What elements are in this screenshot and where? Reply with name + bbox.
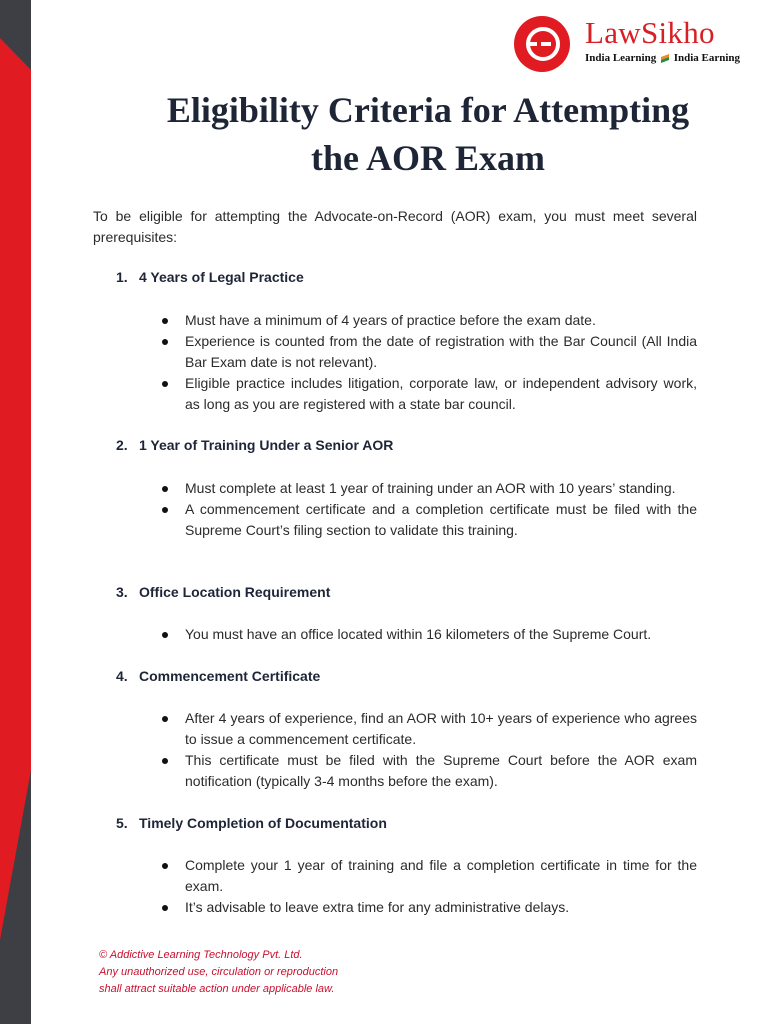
- copyright-footer: [99, 947, 419, 998]
- list-item: [185, 499, 697, 541]
- bullet-list: [185, 478, 697, 541]
- bullet-text: You must have an office located within 16 kilometers of the Supreme Court.: [185, 626, 652, 642]
- bullet-text: Must complete at least 1 year of training under an AOR with 10 years’ standing.: [185, 480, 676, 496]
- page-title: [100, 86, 756, 182]
- bullet-text: Experience is counted from the date of registration with the Bar Council (All India Bar Exam date is not relevant).: [185, 333, 697, 370]
- bullet-list: [185, 855, 697, 918]
- list-item: [185, 855, 697, 897]
- section-title: 1 Year of Training Under a Senior AOR: [139, 437, 394, 453]
- section-title: Office Location Requirement: [139, 584, 331, 600]
- section-heading: [116, 437, 393, 453]
- section-number: 3.: [116, 584, 128, 600]
- bullet-dot-icon: [162, 863, 168, 869]
- list-item: [185, 897, 697, 918]
- section-title: 4 Years of Legal Practice: [139, 269, 304, 285]
- left-decorative-band: [0, 0, 31, 1024]
- intro-paragraph: To be eligible for attempting the Advocate-on-Record (AOR) exam, you must meet several prerequisites:: [93, 208, 697, 245]
- bullet-list: [185, 310, 697, 415]
- section-number: 4.: [116, 668, 128, 684]
- footer-line-1: © Addictive Learning Technology Pvt. Ltd.: [99, 949, 303, 961]
- tagline-right: India Earning: [673, 52, 741, 64]
- list-item: [185, 310, 697, 331]
- bullet-dot-icon: [162, 905, 168, 911]
- section-number: 2.: [116, 437, 128, 453]
- list-item: [185, 708, 697, 750]
- list-item: [185, 750, 697, 792]
- bullet-text: After 4 years of experience, find an AOR with 10+ years of experience who agrees to issue a commencement certificate.: [185, 710, 697, 747]
- title-line-2: the AOR Exam: [311, 138, 545, 178]
- section-number: 5.: [116, 815, 128, 831]
- bullet-dot-icon: [162, 486, 168, 492]
- bullet-text: Eligible practice includes litigation, corporate law, or independent advisory work, as long as you are registered with a state bar council.: [185, 375, 697, 412]
- section-number: 1.: [116, 269, 128, 285]
- bullet-dot-icon: [162, 507, 168, 513]
- lawsikho-logo: [513, 14, 753, 74]
- bullet-text: Complete your 1 year of training and file a completion certificate in time for the exam.: [185, 857, 697, 894]
- tagline-left: India Learning: [585, 52, 657, 64]
- list-item: [185, 478, 697, 499]
- section-heading: [116, 269, 304, 285]
- lawsikho-logo-mark: [513, 15, 571, 73]
- brand-name: LawSikho: [585, 15, 715, 50]
- bullet-dot-icon: [162, 381, 168, 387]
- footer-line-2: Any unauthorized use, circulation or reproduction: [99, 966, 339, 978]
- list-item: [185, 331, 697, 373]
- bullet-text: This certificate must be filed with the Supreme Court before the AOR exam notification (typically 3-4 months before the exam).: [185, 752, 697, 789]
- section-heading: [116, 668, 320, 684]
- india-flag-icon: [661, 54, 669, 63]
- bullet-dot-icon: [162, 318, 168, 324]
- bullet-dot-icon: [162, 339, 168, 345]
- bullet-text: Must have a minimum of 4 years of practice before the exam date.: [185, 312, 596, 328]
- bullet-dot-icon: [162, 758, 168, 764]
- bullet-dot-icon: [162, 716, 168, 722]
- bullet-list: [185, 708, 697, 792]
- list-item: [185, 624, 697, 645]
- bullet-list: [185, 624, 697, 645]
- footer-line-3: shall attract suitable action under applicable law.: [99, 983, 335, 995]
- bullet-text: It’s advisable to leave extra time for any administrative delays.: [185, 899, 570, 915]
- section-heading: [116, 815, 387, 831]
- brand-tagline: [585, 52, 740, 64]
- bullet-dot-icon: [162, 632, 168, 638]
- section-title: Timely Completion of Documentation: [139, 815, 387, 831]
- title-line-1: Eligibility Criteria for Attempting: [166, 90, 690, 130]
- list-item: [185, 373, 697, 415]
- section-title: Commencement Certificate: [139, 668, 321, 684]
- section-heading: [116, 584, 330, 600]
- bullet-text: A commencement certificate and a completion certificate must be filed with the Supreme Court’s filing section to validate this training.: [185, 501, 697, 538]
